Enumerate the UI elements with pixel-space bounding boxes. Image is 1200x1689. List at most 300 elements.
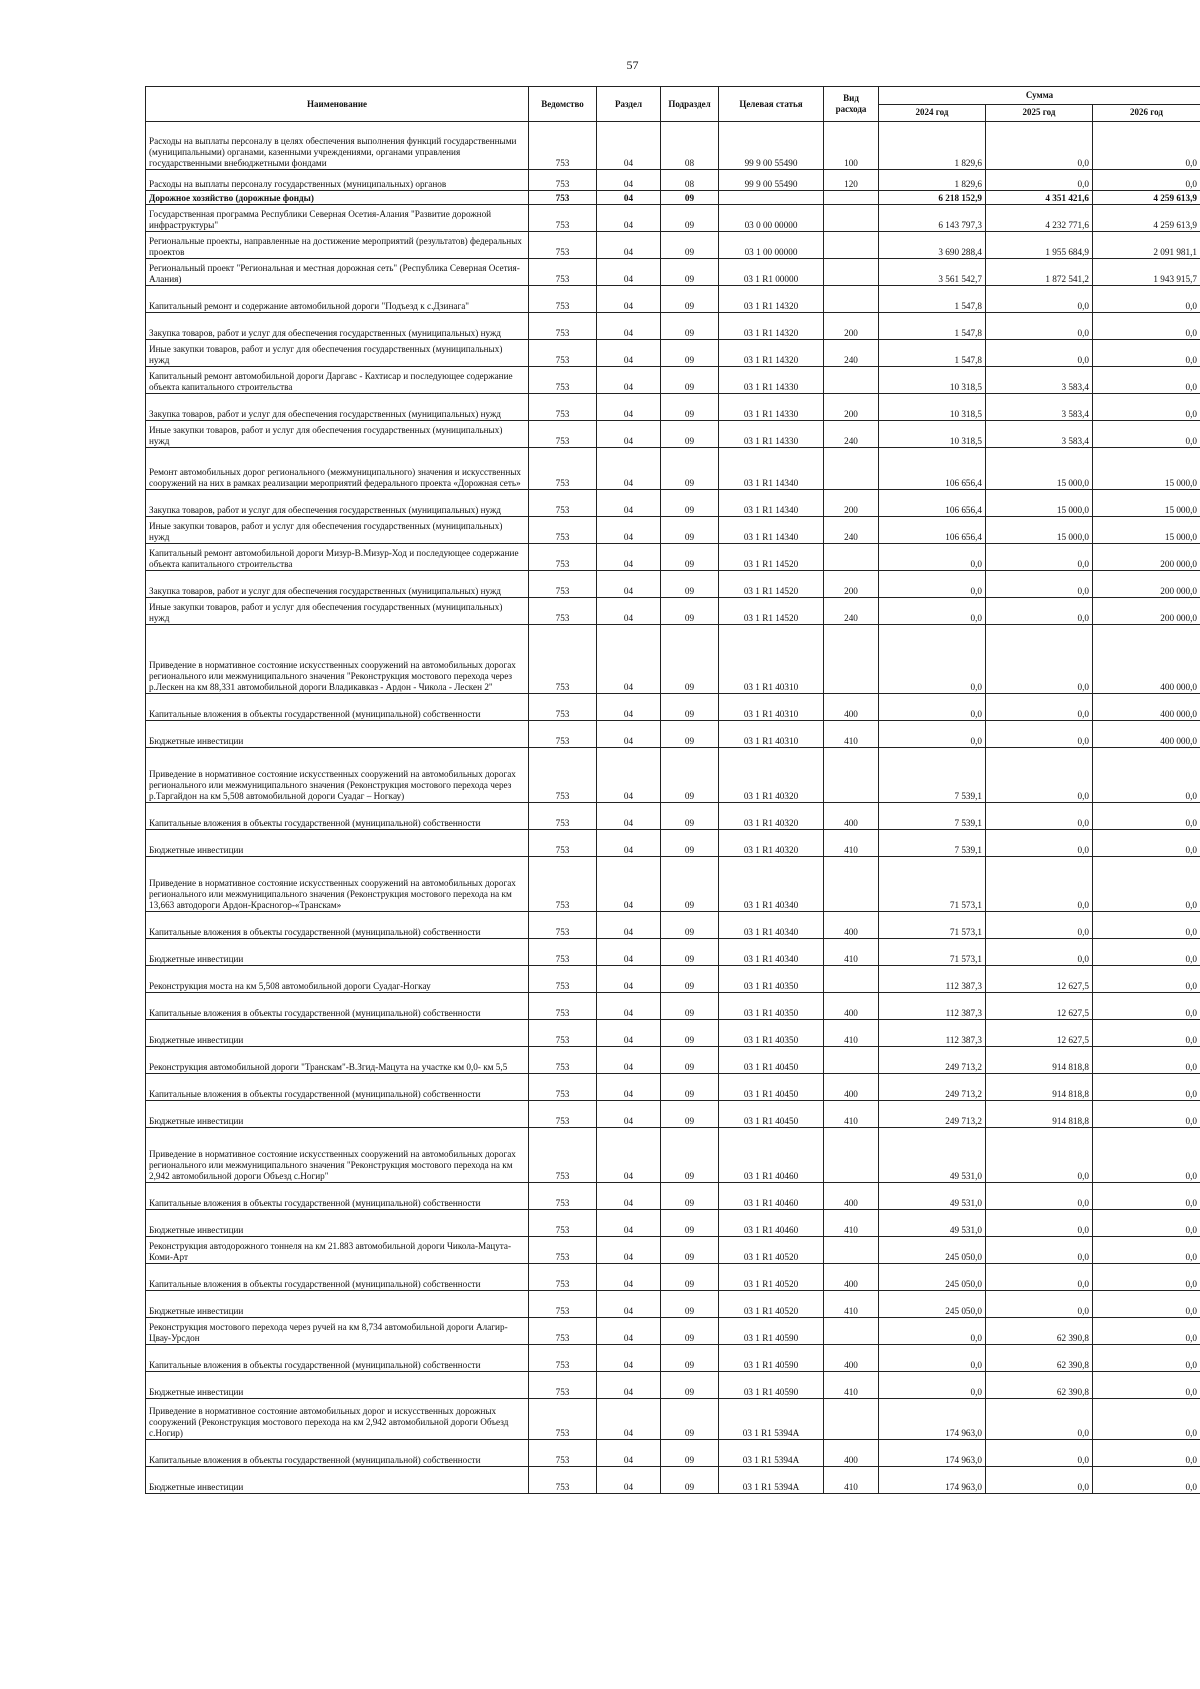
cell-expense-type [824,1318,879,1345]
cell-sum-2026: 4 259 613,9 [1093,191,1200,205]
cell-expense-type [824,544,879,571]
cell-name: Реконструкция моста на км 5,508 автомобильной дороги Суадаг-Ногкау [146,966,529,993]
table-row [146,598,1200,625]
cell-sum-2024: 6 143 797,3 [879,205,986,232]
cell-sum-2026: 0,0 [1093,367,1200,394]
cell-expense-type: 400 [824,993,879,1020]
cell-sum-2024: 106 656,4 [879,448,986,490]
table-row [146,1345,1200,1372]
cell-sum-2025: 0,0 [986,1128,1093,1183]
cell-sum-2025: 4 351 421,6 [986,191,1093,205]
cell-expense-type: 410 [824,830,879,857]
cell-name: Капитальные вложения в объекты государственной (муниципальной) собственности [146,803,529,830]
cell-razdel: 04 [597,1345,661,1372]
cell-podrazdel: 09 [661,803,719,830]
cell-expense-type: 400 [824,1074,879,1101]
cell-podrazdel: 09 [661,1399,719,1440]
cell-podrazdel: 09 [661,830,719,857]
cell-vedomstvo: 753 [529,313,597,340]
cell-name: Приведение в нормативное состояние искусственных сооружений на автомобильных дорогах регионального или межмуниципального значения "Реконструкция мостового перехода на км 2,942 автомобильной дороги Объезд с.Ногир" [146,1128,529,1183]
cell-target-article: 03 1 R1 14330 [719,367,824,394]
header-summa: Сумма [879,87,1200,105]
table-row [146,993,1200,1020]
cell-vedomstvo: 753 [529,857,597,912]
table-row [146,1210,1200,1237]
cell-sum-2026: 200 000,0 [1093,598,1200,625]
cell-target-article: 03 1 R1 40350 [719,993,824,1020]
cell-razdel: 04 [597,803,661,830]
cell-sum-2024: 0,0 [879,625,986,694]
cell-podrazdel: 09 [661,912,719,939]
cell-sum-2024: 174 963,0 [879,1440,986,1467]
cell-sum-2025: 3 583,4 [986,394,1093,421]
cell-target-article: 03 1 R1 5394A [719,1467,824,1494]
cell-vedomstvo: 753 [529,1074,597,1101]
cell-razdel: 04 [597,1210,661,1237]
cell-razdel: 04 [597,1440,661,1467]
cell-name: Капитальный ремонт автомобильной дороги Даргавс - Кахтисар и последующее содержание объекта капитального строительства [146,367,529,394]
cell-sum-2024: 7 539,1 [879,748,986,803]
cell-target-article: 03 1 R1 40340 [719,939,824,966]
cell-sum-2026: 0,0 [1093,1345,1200,1372]
cell-vedomstvo: 753 [529,830,597,857]
cell-podrazdel: 09 [661,367,719,394]
cell-target-article: 03 1 R1 40460 [719,1128,824,1183]
table-row [146,694,1200,721]
table-row [146,1128,1200,1183]
cell-vedomstvo: 753 [529,1101,597,1128]
cell-sum-2024: 174 963,0 [879,1467,986,1494]
table-row [146,625,1200,694]
cell-expense-type: 240 [824,340,879,367]
cell-razdel: 04 [597,170,661,191]
cell-sum-2026: 1 943 915,7 [1093,259,1200,286]
cell-target-article: 03 1 R1 40460 [719,1210,824,1237]
cell-target-article: 03 1 R1 5394A [719,1399,824,1440]
cell-name: Капитальные вложения в объекты государственной (муниципальной) собственности [146,1345,529,1372]
cell-target-article: 03 1 R1 40450 [719,1074,824,1101]
cell-razdel: 04 [597,1237,661,1264]
table-row [146,1291,1200,1318]
cell-name: Приведение в нормативное состояние искусственных сооружений на автомобильных дорогах регионального или межмуниципального значения "Реконструкция мостового перехода через р.Лескен на км 88,331 автомобильной дороги Владикавказ - Ардон - Чикола - Лескен 2" [146,625,529,694]
cell-vedomstvo: 753 [529,1128,597,1183]
cell-target-article: 03 1 R1 40590 [719,1345,824,1372]
cell-sum-2024: 3 690 288,4 [879,232,986,259]
table-body [146,122,1200,1494]
cell-name: Ремонт автомобильных дорог регионального (межмуниципального) значения и искусственных сооружений на них в рамках реализации мероприятий федерального проекта «Дорожная сеть» [146,448,529,490]
cell-vedomstvo: 753 [529,625,597,694]
cell-podrazdel: 09 [661,1372,719,1399]
cell-razdel: 04 [597,912,661,939]
cell-name: Дорожное хозяйство (дорожные фонды) [146,191,529,205]
cell-target-article: 03 1 R1 00000 [719,259,824,286]
cell-target-article: 03 1 R1 40340 [719,912,824,939]
cell-sum-2026: 0,0 [1093,1101,1200,1128]
cell-name: Закупка товаров, работ и услуг для обеспечения государственных (муниципальных) нужд [146,490,529,517]
cell-vedomstvo: 753 [529,1372,597,1399]
cell-sum-2026: 0,0 [1093,1210,1200,1237]
cell-sum-2024: 10 318,5 [879,394,986,421]
cell-razdel: 04 [597,748,661,803]
cell-expense-type: 200 [824,490,879,517]
cell-name: Приведение в нормативное состояние искусственных сооружений на автомобильных дорогах регионального или межмуниципального значения (Реконструкция мостового перехода на км 13,663 автодороги Ардон-Красногор-«Транскам» [146,857,529,912]
table-row [146,966,1200,993]
cell-podrazdel: 09 [661,721,719,748]
cell-sum-2025: 15 000,0 [986,490,1093,517]
cell-sum-2026: 0,0 [1093,966,1200,993]
cell-razdel: 04 [597,313,661,340]
cell-expense-type: 100 [824,122,879,170]
table-row [146,1372,1200,1399]
cell-razdel: 04 [597,286,661,313]
cell-sum-2024: 6 218 152,9 [879,191,986,205]
cell-target-article: 99 9 00 55490 [719,170,824,191]
cell-expense-type: 200 [824,394,879,421]
cell-podrazdel: 09 [661,517,719,544]
table-row [146,1399,1200,1440]
cell-sum-2024: 0,0 [879,1345,986,1372]
cell-sum-2025: 1 955 684,9 [986,232,1093,259]
cell-razdel: 04 [597,1291,661,1318]
cell-target-article: 03 1 R1 40450 [719,1101,824,1128]
cell-podrazdel: 09 [661,857,719,912]
cell-podrazdel: 09 [661,1183,719,1210]
cell-vedomstvo: 753 [529,1440,597,1467]
cell-expense-type: 200 [824,571,879,598]
cell-podrazdel: 09 [661,1210,719,1237]
cell-sum-2025: 914 818,8 [986,1074,1093,1101]
cell-name: Приведение в нормативное состояние искусственных сооружений на автомобильных дорогах регионального или межмуниципального значения (Реконструкция мостового перехода через р.Таргайдон на км 5,508 автомобильной дороги Суадаг – Ногкау) [146,748,529,803]
cell-razdel: 04 [597,259,661,286]
cell-target-article: 03 0 00 00000 [719,205,824,232]
header-razdel: Раздел [597,87,661,122]
cell-target-article [719,191,824,205]
cell-sum-2024: 0,0 [879,598,986,625]
cell-vedomstvo: 753 [529,448,597,490]
cell-sum-2024: 7 539,1 [879,830,986,857]
cell-name: Бюджетные инвестиции [146,830,529,857]
header-name: Наименование [146,87,529,122]
cell-sum-2025: 0,0 [986,912,1093,939]
cell-razdel: 04 [597,1128,661,1183]
cell-name: Приведение в нормативное состояние автомобильных дорог и искусственных дорожных сооружений (Реконструкция мостового перехода на км 2,942 автомобильной дороги Объезд с.Ногир) [146,1399,529,1440]
table-row [146,1047,1200,1074]
cell-sum-2026: 0,0 [1093,421,1200,448]
cell-sum-2026: 0,0 [1093,1128,1200,1183]
cell-name: Капитальные вложения в объекты государственной (муниципальной) собственности [146,1440,529,1467]
cell-sum-2026: 400 000,0 [1093,721,1200,748]
cell-vedomstvo: 753 [529,170,597,191]
cell-razdel: 04 [597,721,661,748]
cell-podrazdel: 09 [661,259,719,286]
cell-expense-type [824,286,879,313]
table-header [146,87,1200,122]
cell-sum-2024: 1 547,8 [879,340,986,367]
cell-expense-type: 240 [824,517,879,544]
cell-podrazdel: 09 [661,286,719,313]
cell-sum-2024: 249 713,2 [879,1047,986,1074]
cell-podrazdel: 09 [661,1467,719,1494]
cell-target-article: 03 1 R1 40460 [719,1183,824,1210]
cell-expense-type [824,367,879,394]
cell-vedomstvo: 753 [529,1467,597,1494]
cell-razdel: 04 [597,598,661,625]
cell-podrazdel: 08 [661,122,719,170]
cell-vedomstvo: 753 [529,367,597,394]
cell-vedomstvo: 753 [529,939,597,966]
cell-podrazdel: 09 [661,313,719,340]
cell-razdel: 04 [597,1372,661,1399]
cell-expense-type: 400 [824,912,879,939]
cell-sum-2025: 62 390,8 [986,1345,1093,1372]
cell-sum-2025: 0,0 [986,1264,1093,1291]
table-row [146,205,1200,232]
cell-sum-2026: 0,0 [1093,286,1200,313]
cell-vedomstvo: 753 [529,803,597,830]
cell-target-article: 03 1 R1 14340 [719,448,824,490]
cell-sum-2024: 71 573,1 [879,939,986,966]
cell-target-article: 99 9 00 55490 [719,122,824,170]
table-row [146,286,1200,313]
cell-sum-2026: 0,0 [1093,857,1200,912]
cell-target-article: 03 1 R1 14320 [719,313,824,340]
cell-vedomstvo: 753 [529,490,597,517]
cell-expense-type [824,259,879,286]
cell-sum-2026: 0,0 [1093,1467,1200,1494]
cell-razdel: 04 [597,694,661,721]
cell-sum-2025: 0,0 [986,1183,1093,1210]
cell-name: Иные закупки товаров, работ и услуг для обеспечения государственных (муниципальных) нужд [146,598,529,625]
table-row [146,517,1200,544]
cell-sum-2025: 12 627,5 [986,993,1093,1020]
cell-podrazdel: 09 [661,1047,719,1074]
cell-vedomstvo: 753 [529,1210,597,1237]
cell-target-article: 03 1 R1 40520 [719,1291,824,1318]
cell-sum-2024: 10 318,5 [879,421,986,448]
cell-sum-2026: 0,0 [1093,1399,1200,1440]
cell-expense-type [824,205,879,232]
cell-expense-type [824,966,879,993]
header-expense-type: Вид расхода [824,87,879,122]
cell-sum-2025: 0,0 [986,340,1093,367]
cell-sum-2024: 71 573,1 [879,912,986,939]
cell-podrazdel: 09 [661,1128,719,1183]
cell-target-article: 03 1 R1 40310 [719,694,824,721]
cell-razdel: 04 [597,1399,661,1440]
cell-sum-2024: 49 531,0 [879,1128,986,1183]
cell-sum-2024: 249 713,2 [879,1101,986,1128]
cell-sum-2026: 400 000,0 [1093,625,1200,694]
cell-sum-2026: 0,0 [1093,1020,1200,1047]
cell-vedomstvo: 753 [529,1237,597,1264]
cell-razdel: 04 [597,1183,661,1210]
cell-sum-2025: 62 390,8 [986,1372,1093,1399]
table-row [146,340,1200,367]
cell-name: Бюджетные инвестиции [146,721,529,748]
cell-sum-2025: 62 390,8 [986,1318,1093,1345]
cell-podrazdel: 09 [661,1020,719,1047]
cell-name: Бюджетные инвестиции [146,1210,529,1237]
cell-sum-2026: 0,0 [1093,1440,1200,1467]
cell-sum-2025: 0,0 [986,170,1093,191]
cell-sum-2024: 1 829,6 [879,170,986,191]
cell-sum-2025: 3 583,4 [986,421,1093,448]
cell-sum-2026: 0,0 [1093,122,1200,170]
cell-sum-2025: 0,0 [986,122,1093,170]
cell-razdel: 04 [597,232,661,259]
cell-podrazdel: 09 [661,421,719,448]
table-row [146,170,1200,191]
cell-expense-type: 400 [824,1345,879,1372]
cell-expense-type: 400 [824,1440,879,1467]
cell-name: Реконструкция автодорожного тоннеля на км 21.883 автомобильной дороги Чикола-Мацута-Коми-Арт [146,1237,529,1264]
cell-sum-2026: 0,0 [1093,1372,1200,1399]
cell-sum-2026: 0,0 [1093,170,1200,191]
cell-expense-type: 410 [824,1101,879,1128]
cell-vedomstvo: 753 [529,966,597,993]
cell-sum-2024: 0,0 [879,544,986,571]
cell-sum-2025: 15 000,0 [986,517,1093,544]
cell-razdel: 04 [597,367,661,394]
cell-sum-2026: 0,0 [1093,313,1200,340]
cell-razdel: 04 [597,1318,661,1345]
cell-podrazdel: 09 [661,625,719,694]
table-row [146,830,1200,857]
cell-sum-2026: 2 091 981,1 [1093,232,1200,259]
cell-sum-2024: 249 713,2 [879,1074,986,1101]
cell-name: Закупка товаров, работ и услуг для обеспечения государственных (муниципальных) нужд [146,571,529,598]
cell-sum-2025: 0,0 [986,1467,1093,1494]
cell-sum-2024: 245 050,0 [879,1237,986,1264]
table-row [146,1074,1200,1101]
cell-vedomstvo: 753 [529,1291,597,1318]
cell-podrazdel: 09 [661,694,719,721]
cell-sum-2025: 0,0 [986,857,1093,912]
cell-sum-2024: 245 050,0 [879,1291,986,1318]
cell-sum-2025: 0,0 [986,939,1093,966]
cell-vedomstvo: 753 [529,748,597,803]
cell-vedomstvo: 753 [529,1318,597,1345]
cell-sum-2025: 0,0 [986,1440,1093,1467]
cell-razdel: 04 [597,205,661,232]
cell-vedomstvo: 753 [529,1345,597,1372]
cell-name: Реконструкция мостового перехода через ручей на км 8,734 автомобильной дороги Алагир-Цвау-Урсдон [146,1318,529,1345]
cell-target-article: 03 1 R1 40350 [719,966,824,993]
cell-sum-2026: 15 000,0 [1093,448,1200,490]
cell-sum-2024: 0,0 [879,721,986,748]
cell-name: Бюджетные инвестиции [146,1101,529,1128]
cell-sum-2025: 0,0 [986,1210,1093,1237]
table-row [146,939,1200,966]
header-2024: 2024 год [879,104,986,122]
cell-sum-2025: 0,0 [986,571,1093,598]
cell-name: Региональный проект "Региональная и местная дорожная сеть" (Республика Северная Осетия-Алания) [146,259,529,286]
cell-target-article: 03 1 R1 14520 [719,544,824,571]
cell-expense-type: 400 [824,1183,879,1210]
cell-razdel: 04 [597,1467,661,1494]
cell-expense-type: 400 [824,1264,879,1291]
cell-name: Иные закупки товаров, работ и услуг для обеспечения государственных (муниципальных) нужд [146,421,529,448]
cell-podrazdel: 09 [661,993,719,1020]
cell-expense-type [824,625,879,694]
cell-vedomstvo: 753 [529,394,597,421]
cell-expense-type [824,232,879,259]
cell-sum-2026: 0,0 [1093,340,1200,367]
cell-sum-2026: 0,0 [1093,1264,1200,1291]
table-row [146,191,1200,205]
cell-sum-2026: 15 000,0 [1093,517,1200,544]
cell-target-article: 03 1 R1 14340 [719,490,824,517]
cell-name: Закупка товаров, работ и услуг для обеспечения государственных (муниципальных) нужд [146,394,529,421]
cell-podrazdel: 09 [661,490,719,517]
cell-name: Реконструкция автомобильной дороги "Транскам"-В.Згид-Мацута на участке км 0,0- км 5,5 [146,1047,529,1074]
cell-target-article: 03 1 R1 40520 [719,1237,824,1264]
cell-name: Бюджетные инвестиции [146,1291,529,1318]
cell-expense-type: 410 [824,1467,879,1494]
cell-sum-2025: 0,0 [986,748,1093,803]
cell-podrazdel: 09 [661,394,719,421]
cell-razdel: 04 [597,1074,661,1101]
cell-expense-type [824,1399,879,1440]
cell-sum-2024: 0,0 [879,1372,986,1399]
cell-razdel: 04 [597,1020,661,1047]
table-row [146,1101,1200,1128]
table-row [146,1467,1200,1494]
cell-expense-type: 410 [824,721,879,748]
cell-target-article: 03 1 R1 40320 [719,803,824,830]
cell-podrazdel: 08 [661,170,719,191]
cell-vedomstvo: 753 [529,544,597,571]
cell-sum-2026: 0,0 [1093,1047,1200,1074]
cell-podrazdel: 09 [661,1074,719,1101]
cell-sum-2025: 0,0 [986,694,1093,721]
table-row [146,544,1200,571]
table-row [146,1183,1200,1210]
cell-sum-2026: 0,0 [1093,939,1200,966]
cell-expense-type: 410 [824,1020,879,1047]
cell-razdel: 04 [597,830,661,857]
cell-podrazdel: 09 [661,232,719,259]
cell-expense-type: 410 [824,939,879,966]
cell-sum-2025: 0,0 [986,598,1093,625]
table-row [146,394,1200,421]
cell-target-article: 03 1 R1 14320 [719,340,824,367]
header-target-article: Целевая статья [719,87,824,122]
cell-expense-type [824,191,879,205]
cell-razdel: 04 [597,993,661,1020]
table-row [146,1237,1200,1264]
cell-sum-2025: 0,0 [986,803,1093,830]
cell-sum-2024: 174 963,0 [879,1399,986,1440]
cell-vedomstvo: 753 [529,598,597,625]
cell-sum-2025: 1 872 541,2 [986,259,1093,286]
table-row [146,1264,1200,1291]
table-row [146,313,1200,340]
cell-vedomstvo: 753 [529,721,597,748]
table-row [146,1440,1200,1467]
cell-sum-2026: 200 000,0 [1093,544,1200,571]
cell-target-article: 03 1 R1 14330 [719,421,824,448]
cell-podrazdel: 09 [661,205,719,232]
cell-sum-2026: 0,0 [1093,1237,1200,1264]
cell-razdel: 04 [597,394,661,421]
cell-sum-2026: 0,0 [1093,1291,1200,1318]
cell-name: Бюджетные инвестиции [146,939,529,966]
cell-sum-2024: 245 050,0 [879,1264,986,1291]
cell-expense-type: 240 [824,598,879,625]
cell-name: Бюджетные инвестиции [146,1020,529,1047]
cell-vedomstvo: 753 [529,1399,597,1440]
